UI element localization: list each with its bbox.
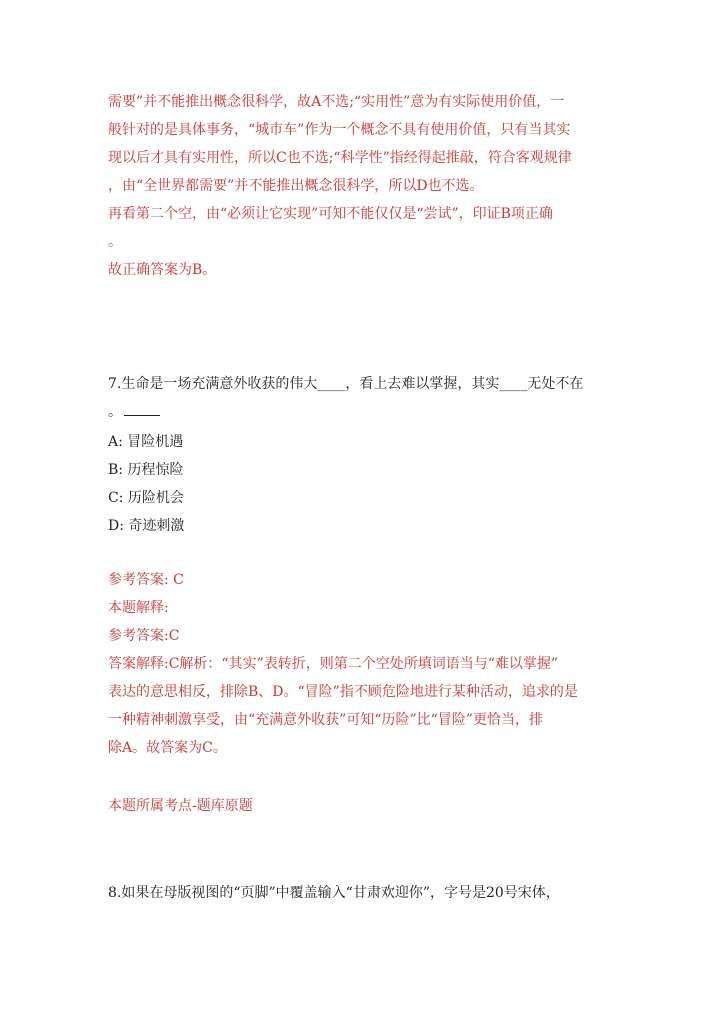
question-stem-tail: 。 (108, 404, 122, 420)
option-c: C: 历险机会 (108, 490, 184, 506)
explanation-line: 答案解释:C解析：“其实”表转折，则第二个空处所填词语当与“难以掌握” (108, 656, 559, 672)
question-stem: 8.如果在母版视图的“页脚”中覆盖输入“甘肃欢迎你”，字号是20号宋体， (108, 885, 560, 901)
explanation-line: 一种精神刺激享受，由“充满意外收获”可知“历险”比“冒险”更恰当，排 (108, 712, 543, 728)
explanation-line: 需要”并不能推出概念很科学，故A不选;“实用性”意为有实际使用价值，一 (108, 94, 565, 110)
explanation-line: 表达的意思相反，排除B、D。“冒险”指不顾危险地进行某种活动，追求的是 (108, 684, 578, 700)
explanation-line: 现以后才具有实用性，所以C也不选;“科学性”指经得起推敲，符合客观规律 (108, 150, 572, 166)
explanation-line: 再看第二个空，由“必须让它实现”可知不能仅仅是“尝试”，印证B项正确 (108, 206, 553, 222)
explanation-title: 本题解释: (108, 600, 169, 616)
question-stem: 7.生命是一场充满意外收获的伟大____，看上去难以掌握，其实____无处不在 (108, 376, 584, 392)
explanation-answer: 故正确答案为B。 (108, 262, 217, 278)
option-b: B: 历程惊险 (108, 462, 184, 478)
explanation-line: 般针对的是具体事务，“城市车”作为一个概念不具有使用价值，只有当其实 (108, 122, 571, 138)
question-8 (108, 879, 618, 907)
question-7-source (108, 792, 618, 820)
question-7-answer (108, 566, 618, 762)
reference-answer-2: 参考答案:C (108, 628, 180, 644)
explanation-line: 。 (108, 234, 122, 250)
option-d: D: 奇迹刺激 (108, 518, 185, 534)
explanation-line: ，由“全世界都需要”并不能推出概念很科学，所以D也不选。 (108, 178, 484, 194)
reference-answer: 参考答案: C (108, 572, 184, 588)
explanation-line: 除A。故答案为C。 (108, 740, 227, 756)
question-stem-continued (108, 398, 618, 426)
question-6-explanation (108, 88, 618, 284)
question-7 (108, 370, 618, 540)
answer-blank (124, 401, 160, 416)
option-a: A: 冒险机遇 (108, 434, 184, 450)
source-note: 本题所属考点-题库原题 (108, 798, 253, 814)
